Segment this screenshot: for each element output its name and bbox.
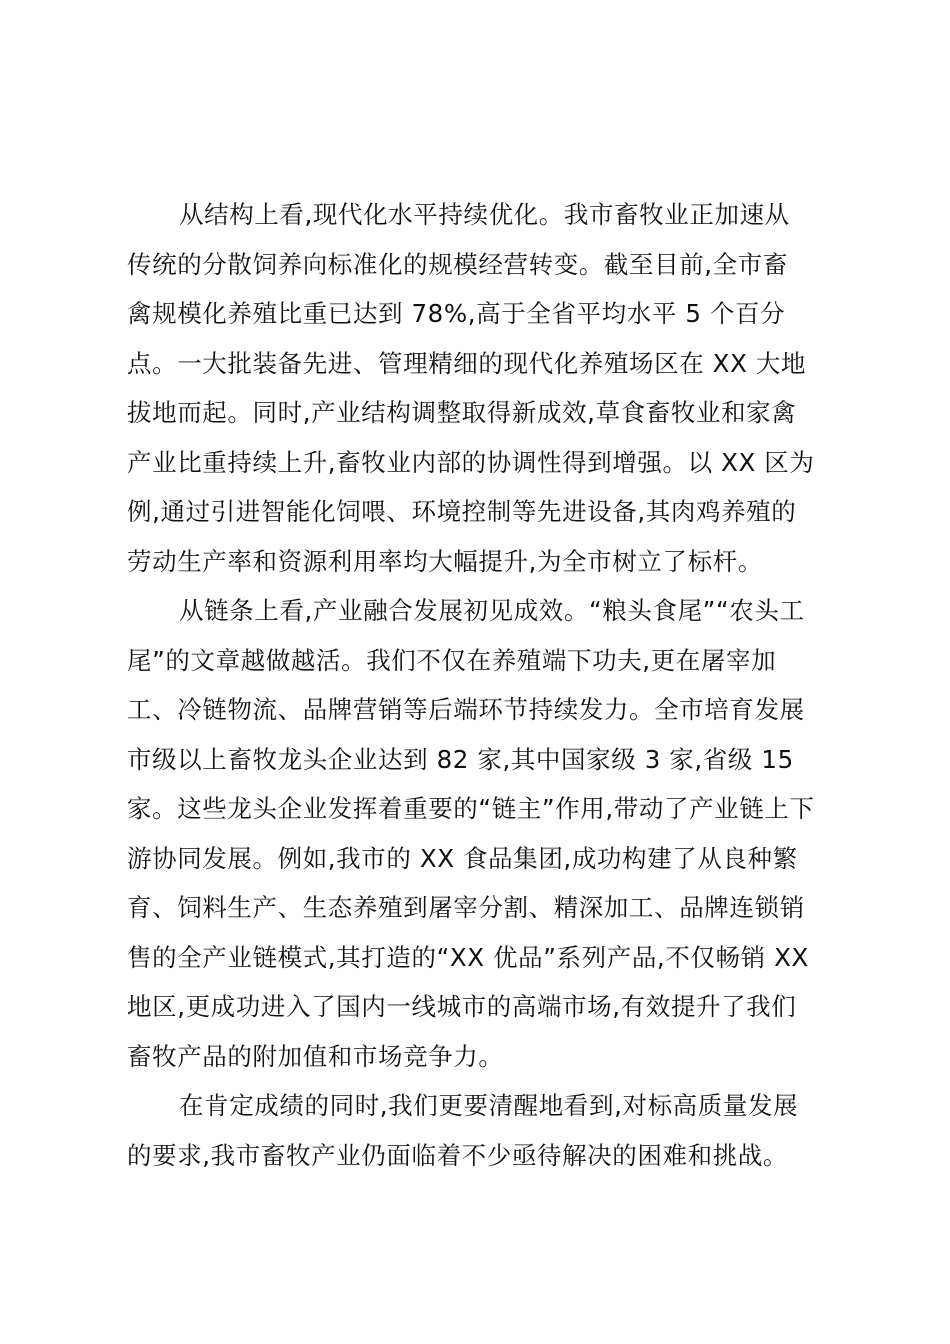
paragraph-chain [127, 586, 827, 1081]
text-line: 市级以上畜牧龙头企业达到 82 家,其中国家级 3 家,省级 15 [127, 744, 794, 774]
text-line: 尾”的文章越做越活。我们不仅在养殖端下功夫,更在屠宰加 [127, 645, 777, 675]
text-line: 禽规模化养殖比重已达到 78%,高于全省平均水平 5 个百分 [127, 299, 786, 328]
text-line: 在肯定成绩的同时,我们更要清醒地看到,对标高质量发展 [179, 1091, 799, 1120]
paragraph-challenges [127, 1081, 827, 1180]
text-line: 售的全产业链模式,其打造的“XX 优品”系列产品,不仅畅销 XX [127, 942, 809, 972]
text-line: 游协同发展。例如,我市的 XX 食品集团,成功构建了从良种繁 [127, 843, 798, 873]
text-line: 产业比重持续上升,畜牧业内部的协调性得到增强。以 XX 区为 [127, 447, 815, 477]
text-line: 从链条上看,产业融合发展初见成效。“粮头食尾”“农头工 [179, 596, 805, 625]
text-line: 育、饲料生产、生态养殖到屠宰分割、精深加工、品牌连锁销 [127, 893, 805, 922]
text-line: 例,通过引进智能化饲喂、环境控制等先进设备,其肉鸡养殖的 [127, 497, 797, 526]
text-line: 家。这些龙头企业发挥着重要的“链主”作用,带动了产业链上下 [127, 794, 815, 823]
text-line: 拔地而起。同时,产业结构调整取得新成效,草食畜牧业和家禽 [127, 398, 797, 427]
text-line: 从结构上看,现代化水平持续优化。我市畜牧业正加速从 [179, 200, 790, 229]
text-line: 工、冷链物流、品牌营销等后端环节持续发力。全市培育发展 [127, 695, 805, 724]
text-line: 传统的分散饲养向标准化的规模经营转变。截至目前,全市畜 [127, 249, 788, 279]
text-line: 地区,更成功进入了国内一线城市的高端市场,有效提升了我们 [127, 992, 797, 1021]
text-line: 点。一大批装备先进、管理精细的现代化养殖场区在 XX 大地 [127, 348, 807, 378]
text-line: 的要求,我市畜牧产业仍面临着不少亟待解决的困难和挑战。 [127, 1140, 788, 1170]
paragraph-structure [127, 190, 827, 586]
text-line: 劳动生产率和资源利用率均大幅提升,为全市树立了标杆。 [127, 546, 763, 576]
document-page [127, 190, 827, 1180]
text-line: 畜牧产品的附加值和市场竞争力。 [127, 1041, 504, 1071]
